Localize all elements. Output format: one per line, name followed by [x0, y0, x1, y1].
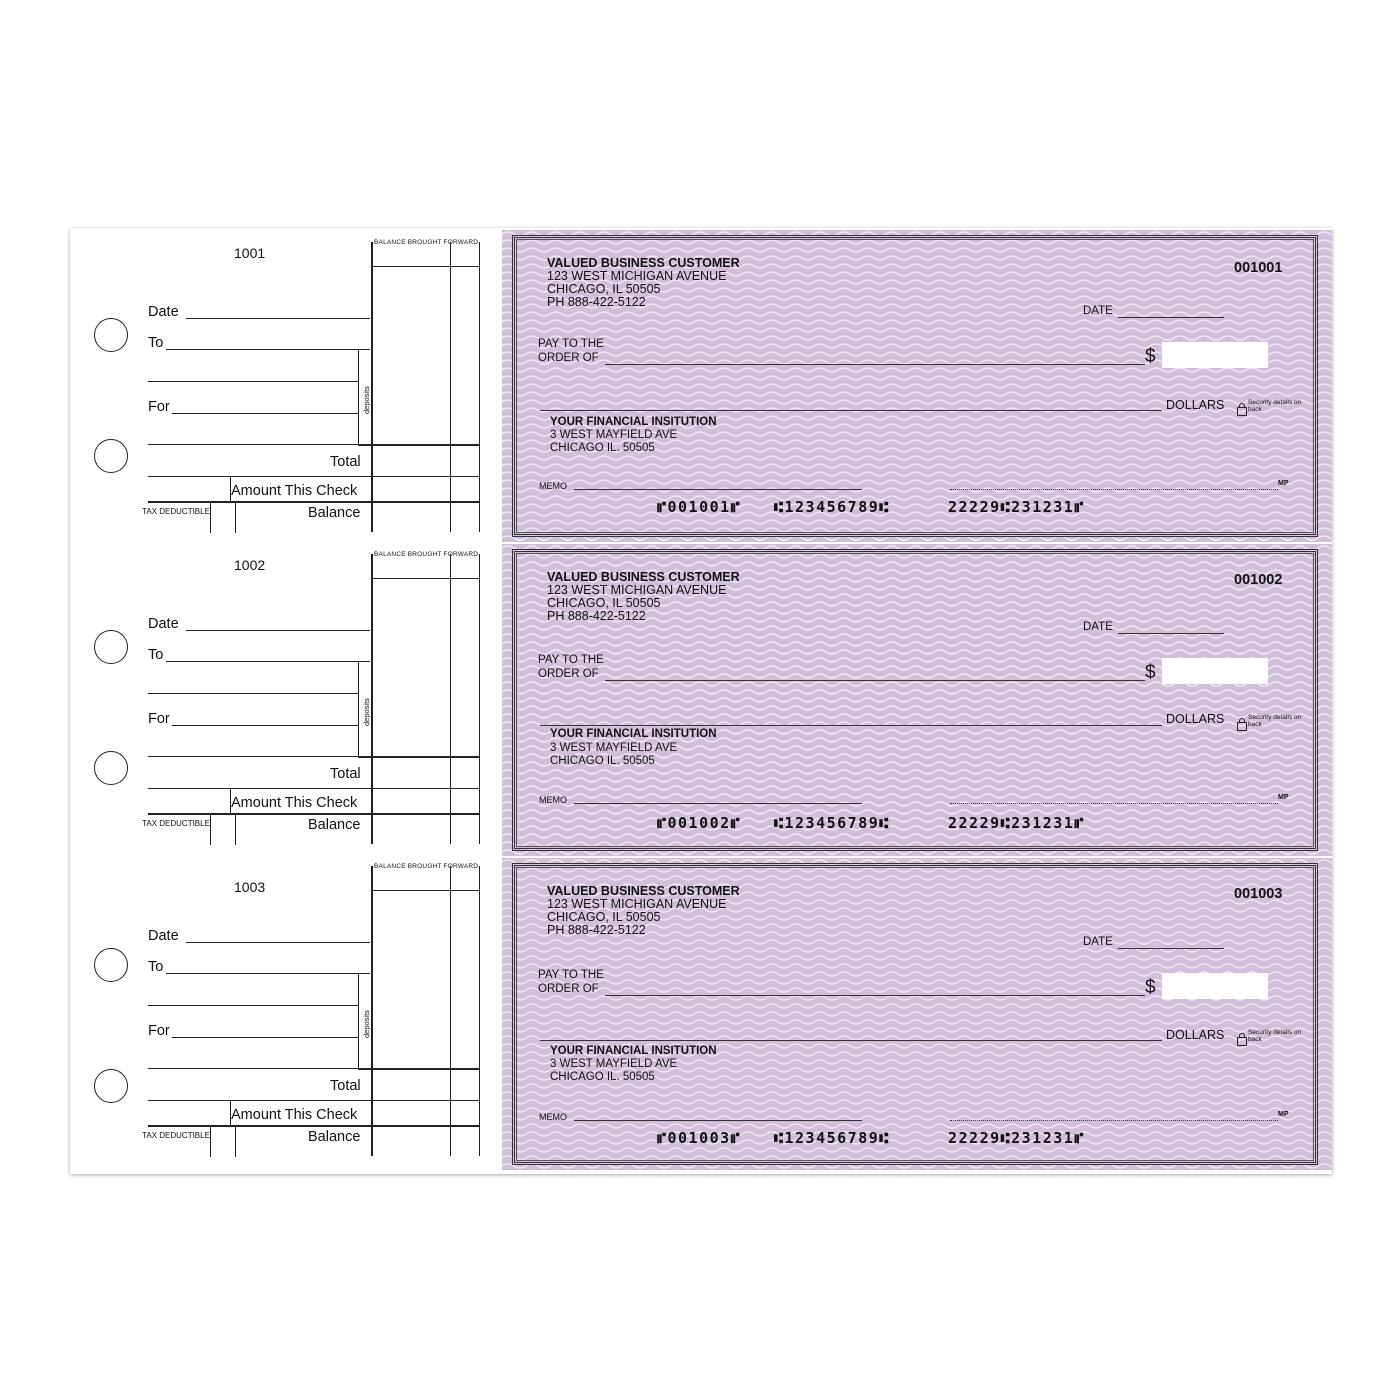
stub-amount-label: Amount This Check: [231, 483, 358, 499]
micr-check-number: ⑈001002⑈: [657, 814, 742, 832]
binder-hole-icon: [94, 1069, 128, 1103]
binder-hole-icon: [94, 439, 128, 473]
mp-mark: MP: [1278, 480, 1289, 487]
stub-check-number: 1003: [234, 879, 266, 895]
memo-label: MEMO: [539, 481, 567, 491]
micr-check-number: ⑈001001⑈: [657, 498, 742, 516]
stub-to-line[interactable]: [166, 973, 370, 974]
dollars-label: DOLLARS: [1166, 712, 1225, 726]
stub-date-label: Date: [148, 928, 179, 944]
amount-words-line[interactable]: [540, 725, 1162, 726]
amount-box[interactable]: [1162, 973, 1268, 999]
stub-for-line-2[interactable]: [148, 1068, 358, 1069]
binder-hole-icon: [94, 751, 128, 785]
business-check: [502, 858, 1332, 1170]
stub-to-label: To: [148, 959, 164, 975]
stub-for-label: For: [148, 711, 170, 727]
stub-total-label: Total: [330, 1078, 361, 1094]
memo-label: MEMO: [539, 1112, 567, 1122]
stub-balance-forward-label: BALANCE BROUGHT FORWARD: [374, 239, 479, 246]
stub-total-label: Total: [330, 766, 361, 782]
amount-words-line[interactable]: [540, 410, 1162, 411]
date-label: DATE: [1083, 936, 1113, 948]
date-label: DATE: [1083, 621, 1113, 633]
lock-icon: [1237, 1037, 1247, 1046]
stub-deposits-label: deposits: [362, 698, 371, 726]
order-of-label: ORDER OF: [538, 668, 599, 680]
stub-balance-label: Balance: [308, 505, 361, 521]
memo-line[interactable]: [574, 803, 862, 804]
micr-routing-number: ⑆123456789⑆: [774, 814, 890, 832]
lock-icon: [1237, 407, 1247, 416]
binder-hole-icon: [94, 630, 128, 664]
micr-check-number: ⑈001003⑈: [657, 1129, 742, 1147]
stub-amount-label: Amount This Check: [231, 1107, 358, 1123]
stub-to-line-2[interactable]: [148, 381, 358, 382]
dollar-sign: $: [1145, 662, 1156, 683]
stub-tax-deductible-label: TAX DEDUCTIBLE: [142, 819, 210, 828]
stub-balance-forward-label: BALANCE BROUGHT FORWARD: [374, 863, 479, 870]
stub-to-line-2[interactable]: [148, 1005, 358, 1006]
payer-address-line1: 123 WEST MICHIGAN AVENUE: [547, 583, 727, 597]
security-note: Security details on back: [1248, 714, 1302, 728]
stub-amount-label: Amount This Check: [231, 795, 358, 811]
bank-name: YOUR FINANCIAL INSITUTION: [550, 1045, 717, 1057]
security-note: Security details on back: [1248, 399, 1302, 413]
signature-line[interactable]: [950, 803, 1278, 804]
payer-address-line2: CHICAGO, IL 50505: [547, 910, 661, 924]
micr-account-number: 22229⑆231231⑈: [948, 498, 1085, 516]
check-number: 001001: [1234, 260, 1283, 276]
micr-routing-number: ⑆123456789⑆: [774, 498, 890, 516]
stub-for-line-2[interactable]: [148, 444, 358, 445]
dollar-sign: $: [1145, 346, 1156, 367]
check-stub: [70, 540, 500, 852]
stub-to-line[interactable]: [166, 349, 370, 350]
payee-line[interactable]: [605, 364, 1145, 365]
stub-date-line[interactable]: [186, 942, 370, 943]
stub-total-label: Total: [330, 454, 361, 470]
stub-date-label: Date: [148, 304, 179, 320]
payer-address-line2: CHICAGO, IL 50505: [547, 596, 661, 610]
payer-address-line1: 123 WEST MICHIGAN AVENUE: [547, 897, 727, 911]
micr-account-number: 22229⑆231231⑈: [948, 1129, 1085, 1147]
stub-tax-deductible-label: TAX DEDUCTIBLE: [142, 1131, 210, 1140]
business-check: [502, 230, 1332, 542]
date-line[interactable]: [1118, 317, 1224, 318]
memo-label: MEMO: [539, 795, 567, 805]
stub-for-line[interactable]: [172, 1037, 358, 1038]
amount-box[interactable]: [1162, 658, 1268, 684]
bank-address-line1: 3 WEST MAYFIELD AVE: [550, 742, 678, 754]
order-of-label: ORDER OF: [538, 352, 599, 364]
memo-line[interactable]: [574, 489, 862, 490]
stub-for-line[interactable]: [172, 725, 358, 726]
stub-for-line-2[interactable]: [148, 756, 358, 757]
stub-date-line[interactable]: [186, 318, 370, 319]
dollar-sign: $: [1145, 977, 1156, 998]
amount-box[interactable]: [1162, 342, 1268, 368]
memo-line[interactable]: [574, 1120, 862, 1121]
dollars-label: DOLLARS: [1166, 398, 1225, 412]
order-of-label: ORDER OF: [538, 983, 599, 995]
stub-to-line-2[interactable]: [148, 693, 358, 694]
check-number: 001003: [1234, 886, 1283, 902]
date-line[interactable]: [1118, 633, 1224, 634]
micr-account-number: 22229⑆231231⑈: [948, 814, 1085, 832]
stub-deposits-label: deposits: [362, 1010, 371, 1038]
pay-to-label: PAY TO THE: [538, 338, 604, 350]
check-number: 001002: [1234, 572, 1283, 588]
pay-to-label: PAY TO THE: [538, 969, 604, 981]
stub-for-label: For: [148, 1023, 170, 1039]
check-stub: [70, 228, 500, 540]
stub-to-label: To: [148, 647, 164, 663]
payer-name: VALUED BUSINESS CUSTOMER: [547, 256, 740, 270]
lock-icon: [1237, 722, 1247, 731]
bank-address-line2: CHICAGO IL. 50505: [550, 442, 655, 454]
stub-check-number: 1002: [234, 557, 266, 573]
stub-date-line[interactable]: [186, 630, 370, 631]
stub-balance-label: Balance: [308, 817, 361, 833]
bank-name: YOUR FINANCIAL INSITUTION: [550, 416, 717, 428]
payer-phone: PH 888-422-5122: [547, 923, 646, 937]
payee-line[interactable]: [605, 680, 1145, 681]
check-sheet: [70, 228, 1332, 1174]
date-line[interactable]: [1118, 948, 1224, 949]
stub-tax-deductible-label: TAX DEDUCTIBLE: [142, 507, 210, 516]
payer-phone: PH 888-422-5122: [547, 609, 646, 623]
payer-name: VALUED BUSINESS CUSTOMER: [547, 884, 740, 898]
pay-to-label: PAY TO THE: [538, 654, 604, 666]
stub-to-label: To: [148, 335, 164, 351]
bank-address-line1: 3 WEST MAYFIELD AVE: [550, 1058, 678, 1070]
business-check: [502, 544, 1332, 856]
stub-for-line[interactable]: [172, 413, 358, 414]
payer-name: VALUED BUSINESS CUSTOMER: [547, 570, 740, 584]
check-stub: [70, 852, 500, 1164]
micr-routing-number: ⑆123456789⑆: [774, 1129, 890, 1147]
signature-line[interactable]: [950, 489, 1278, 490]
stub-date-label: Date: [148, 616, 179, 632]
binder-hole-icon: [94, 948, 128, 982]
mp-mark: MP: [1278, 1111, 1289, 1118]
stub-check-number: 1001: [234, 245, 266, 261]
bank-address-line2: CHICAGO IL. 50505: [550, 1071, 655, 1083]
date-label: DATE: [1083, 305, 1113, 317]
bank-address-line2: CHICAGO IL. 50505: [550, 755, 655, 767]
bank-address-line1: 3 WEST MAYFIELD AVE: [550, 429, 678, 441]
amount-words-line[interactable]: [540, 1040, 1162, 1041]
stub-balance-label: Balance: [308, 1129, 361, 1145]
payer-phone: PH 888-422-5122: [547, 295, 646, 309]
stub-deposits-label: deposits: [362, 386, 371, 414]
signature-line[interactable]: [950, 1120, 1278, 1121]
stub-balance-forward-label: BALANCE BROUGHT FORWARD: [374, 551, 479, 558]
payer-address-line2: CHICAGO, IL 50505: [547, 282, 661, 296]
payer-address-line1: 123 WEST MICHIGAN AVENUE: [547, 269, 727, 283]
payee-line[interactable]: [605, 995, 1145, 996]
stub-to-line[interactable]: [166, 661, 370, 662]
binder-hole-icon: [94, 318, 128, 352]
mp-mark: MP: [1278, 794, 1289, 801]
security-note: Security details on back: [1248, 1029, 1302, 1043]
stub-for-label: For: [148, 399, 170, 415]
dollars-label: DOLLARS: [1166, 1028, 1225, 1042]
bank-name: YOUR FINANCIAL INSITUTION: [550, 728, 717, 740]
